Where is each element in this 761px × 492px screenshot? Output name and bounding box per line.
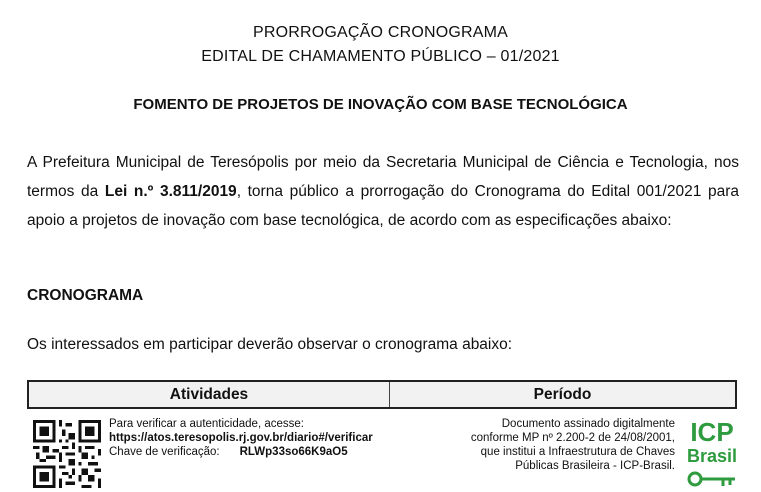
table-header-period: Período — [390, 382, 735, 407]
signed-line-3: que institui a Infraestrutura de Chaves — [480, 446, 675, 458]
paragraph-text-start: A Prefeitura Municipal de Teresópolis por meio da Secretaria Municipal de Ciência e Tecnologia, nos termos da — [27, 154, 739, 200]
verification-key-value: RLWp33so66K9aO5 — [239, 446, 348, 458]
document-title-line1: PRORROGAÇÃO CRONOGRAMA — [252, 24, 509, 41]
verify-url-link[interactable]: https://atos.teresopolis.rj.gov.br/diario#/verificar — [109, 432, 373, 444]
key-icon — [689, 473, 735, 486]
logo-text-icp: ICP — [690, 417, 734, 447]
schedule-table-header — [27, 380, 737, 409]
paragraph-text-end: , torna público a prorrogação do Cronograma do Edital 001/2021 para apoio a projetos de inovação com base tecnológica, de acordo com as especificações abaixo: — [27, 183, 739, 229]
verification-key-label: Chave de verificação: — [109, 446, 220, 458]
section-intro: Os interessados em participar deverão observar o cronograma abaixo: — [27, 336, 513, 353]
signed-line-2: conforme MP nº 2.200-2 de 24/08/2001, — [470, 432, 675, 444]
verification-key-row — [109, 445, 409, 459]
digital-signature-notice — [395, 417, 675, 473]
qr-code-icon[interactable] — [33, 420, 101, 488]
document-title-line2: EDITAL DE CHAMAMENTO PÚBLICO – 01/2021 — [201, 48, 560, 65]
signed-line-4: Públicas Brasileira - ICP-Brasil. — [515, 460, 675, 472]
law-reference: Lei n.º 3.811/2019 — [104, 183, 237, 200]
table-header-activities: Atividades — [29, 382, 390, 407]
logo-text-brasil: Brasil — [686, 446, 738, 466]
signed-line-1: Documento assinado digitalmente — [501, 418, 675, 430]
section-heading: CRONOGRAMA — [27, 287, 144, 304]
verify-instruction: Para verificar a autenticidade, acesse: — [109, 418, 304, 430]
signature-footer — [0, 414, 761, 492]
body-paragraph — [27, 148, 739, 235]
document-subject: FOMENTO DE PROJETOS DE INOVAÇÃO COM BASE TECNOLÓGICA — [133, 96, 628, 113]
verification-info — [109, 417, 409, 459]
icp-brasil-logo — [683, 417, 741, 491]
